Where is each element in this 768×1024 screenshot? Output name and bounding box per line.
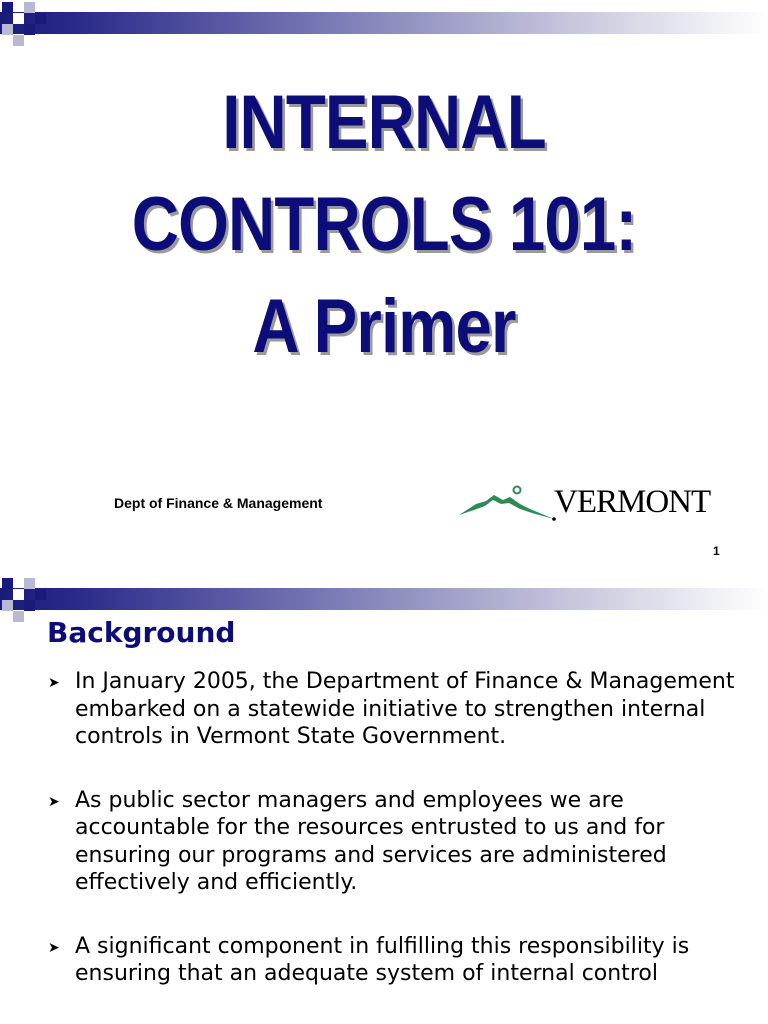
vermont-logo bbox=[458, 482, 738, 524]
decor-square-icon bbox=[13, 611, 24, 622]
decor-square-icon bbox=[13, 35, 24, 46]
section-heading: Background bbox=[47, 616, 236, 649]
list-item bbox=[44, 787, 744, 897]
decor-square-icon bbox=[2, 578, 13, 589]
decor-square-icon bbox=[13, 13, 24, 24]
slide-title bbox=[54, 72, 714, 378]
decor-square-icon bbox=[2, 24, 13, 35]
decor-square-icon bbox=[35, 589, 46, 600]
decor-square-icon bbox=[13, 589, 24, 600]
header-bar bbox=[0, 0, 768, 50]
page-number: 1 bbox=[713, 544, 720, 558]
gradient-band bbox=[0, 12, 768, 34]
title-line: INTERNAL bbox=[222, 80, 546, 165]
list-item bbox=[44, 933, 744, 988]
arrowhead-bullet-icon: ➤ bbox=[48, 939, 60, 956]
decor-square-icon bbox=[24, 600, 35, 611]
bullet-text: As public sector managers and employees we are accountable for the resources entrusted to us and for ensuring our programs and services are administered effectively and efficiently. bbox=[75, 787, 667, 895]
arrowhead-bullet-icon: ➤ bbox=[48, 675, 60, 691]
decor-square-icon bbox=[24, 24, 35, 35]
gradient-band bbox=[0, 588, 768, 610]
decor-square-icon bbox=[24, 578, 35, 589]
bullet-list bbox=[44, 668, 744, 1024]
title-line: CONTROLS 101: bbox=[131, 182, 637, 267]
decor-square-icon bbox=[35, 13, 46, 24]
logo-wordmark: VERMONT bbox=[554, 484, 711, 520]
decor-square-icon bbox=[24, 2, 35, 13]
list-item bbox=[44, 668, 744, 751]
decor-square-icon bbox=[2, 600, 13, 611]
background-slide bbox=[0, 576, 768, 1024]
decor-square-icon bbox=[2, 2, 13, 13]
bullet-text: In January 2005, the Department of Finance & Management embarked on a statewide initiative to strengthen internal controls in Vermont State Government. bbox=[75, 669, 735, 749]
green-mountain-logo-icon bbox=[458, 482, 558, 524]
title-line: A Primer bbox=[252, 284, 516, 369]
arrowhead-bullet-icon: ➤ bbox=[48, 793, 60, 810]
bullet-text: A significant component in fulfilling this responsibility is ensuring that an adequate system of internal control bbox=[75, 933, 690, 986]
department-label: Dept of Finance & Management bbox=[114, 495, 323, 511]
